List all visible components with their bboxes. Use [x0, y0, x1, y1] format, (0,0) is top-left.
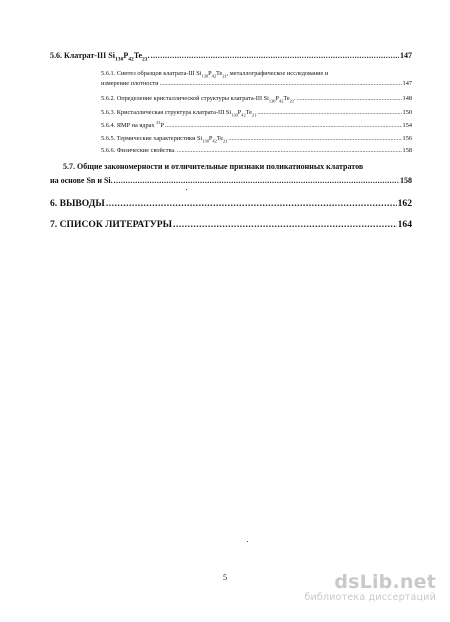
toc-entry-5-6-5[interactable]	[101, 135, 412, 142]
toc-dot-leader	[257, 109, 401, 116]
toc-dot-leader	[151, 51, 399, 60]
toc-dot-leader	[297, 95, 402, 102]
toc-entry-6[interactable]	[50, 198, 412, 209]
toc-entry-5-6-1-line1: 5.6.1. Синтез образцов клатрата-III $Si_{130}P_{42}Te_{21}$, металлографическое исследование и	[101, 70, 329, 79]
toc-page-number: 156	[402, 135, 412, 142]
toc-entry-5-6-6[interactable]	[101, 147, 412, 154]
toc-entry-7[interactable]	[50, 219, 412, 230]
toc-dot-leader	[173, 219, 397, 230]
toc-page-number: 147	[400, 51, 412, 60]
toc-entry-5-7[interactable]	[50, 176, 412, 185]
toc-dot-leader	[165, 122, 402, 129]
toc-entry-title: 6. ВЫВОДЫ	[50, 198, 105, 209]
toc-entry-title: 5.6. Клатрат-III $Si_{130}P_{42}Te_{21}$.	[50, 51, 150, 63]
toc-entry-title: 5.6.5. Термические характеристики $Si_{130}P_{42}Te_{21}$	[101, 135, 228, 144]
watermark-logo: dsLib.net	[334, 571, 436, 593]
toc-page-number: 148	[402, 95, 412, 102]
toc-page-number: 164	[397, 219, 412, 230]
toc-entry-title: измерение плотности	[101, 80, 159, 87]
toc-page-number: 150	[402, 109, 412, 116]
toc-entry-title: 7. СПИСОК ЛИТЕРАТУРЫ	[50, 219, 173, 230]
toc-entry-5-6-2[interactable]	[101, 95, 412, 102]
toc-page-number: 147	[402, 80, 412, 87]
page-number: 5	[223, 573, 227, 582]
toc-entry-title: 5.6.2. Определение кристаллической структуры клатрата-III $Si_{130}P_{42}Te_{21}$.	[101, 95, 296, 104]
watermark-subtitle: библиотека диссертаций	[304, 592, 436, 603]
toc-page-number: 158	[400, 176, 412, 185]
toc-entry-5-7-line1: 5.7. Общие закономерности и отличительные признаки поликатионных клатратов	[63, 162, 364, 171]
toc-dot-leader	[177, 147, 402, 154]
toc-entry-title: 5.6.3. Кристаллическая структура клатрата-III $Si_{130}P_{42}Te_{21}$	[101, 109, 257, 118]
toc-entry-5-6[interactable]	[50, 51, 412, 63]
toc-dot-leader	[160, 80, 402, 87]
toc-dot-leader	[106, 198, 397, 209]
toc-page-number: 158	[402, 147, 412, 154]
watermark	[304, 571, 436, 603]
toc-page-number: 162	[397, 198, 412, 209]
toc-dot-leader	[228, 135, 401, 142]
toc-entry-5-6-3[interactable]	[101, 109, 412, 116]
toc-page-number: 154	[402, 122, 412, 129]
toc-entry-5-6-4[interactable]	[101, 119, 412, 129]
toc-dot-leader	[114, 176, 399, 185]
toc-entry-title: 5.6.6. Физические свойства.	[101, 147, 176, 154]
scan-speck	[186, 189, 187, 190]
scan-speck	[247, 541, 248, 542]
toc-entry-title: на основе Sn и Si.	[50, 176, 113, 185]
toc-entry-title: 5.6.4. ЯМР на ядрах $^{31}$P	[101, 119, 165, 129]
toc-entry-5-6-1[interactable]	[101, 80, 412, 87]
